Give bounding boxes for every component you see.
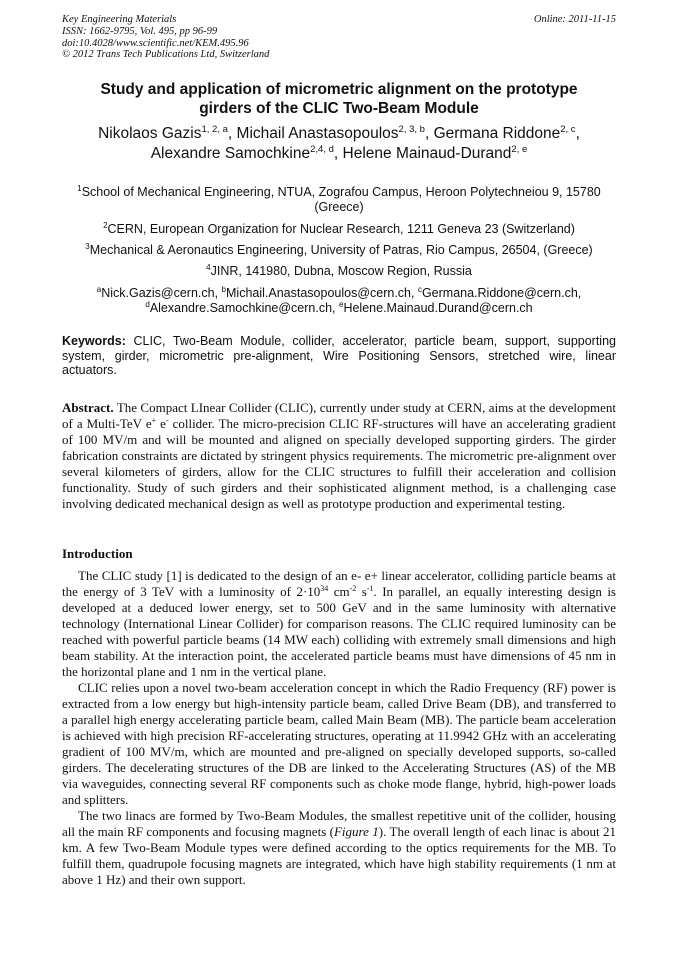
abstract-text: collider. The micro-precision CLIC RF-structures will have an accelerating gradient of 100 MV/m and will be mounted and aligned on specially developed supporting girders. The girder fabrication constraints are dictated by stringent physics requirements. The micrometric pre-alignment over several kilometers of girders, allow for the CLIC structures to fulfill their acceleration and collision functionality. Study of such girders and their sophisticated alignment method, is a challenging case involving dedicated mechanical design as well as prototype production and experimental testing. [62, 416, 616, 511]
author-marks: 1, 2, a [201, 124, 228, 135]
affiliation [62, 243, 616, 258]
abstract-label: Abstract. [62, 400, 114, 415]
affiliation-text: Mechanical & Aeronautics Engineering, University of Patras, Rio Campus, 26504, (Greece) [89, 243, 593, 257]
author-list: Nikolaos Gazis$^{1, 2, a}$, Michail Anastasopoulos$^{2, 3, b}$, Germana Riddone$^{2, c}$, Alexandre Samochkine$^{2,4, d}$, Helene Mainaud-Durand$^{2, e}$ [98, 124, 580, 162]
email-address: Nick.Gazis@cern.ch, [101, 286, 222, 300]
paragraph [62, 568, 616, 680]
journal-name: Key Engineering Materials [62, 14, 177, 25]
paragraph-text: ). The overall length of each linac is about 21 km. A few Two-Beam Module types were defined according to the optics requirements for the MB. To fulfill them, quadrupole focusing magnets are integrated, which have high stability requirements (1 nm at above 1 Hz) and their own support. [62, 824, 616, 887]
affiliation [62, 185, 616, 215]
author-name: Nikolaos Gazis [98, 125, 202, 142]
paragraph-text: s [356, 584, 367, 599]
author-name: Michail Anastasopoulos [236, 125, 399, 142]
section-heading: Introduction [62, 546, 133, 561]
superscript: 34 [320, 584, 329, 593]
abstract-text: The Compact LInear Collider (CLIC), currently under study at CERN, aims at the development of a Multi-TeV e [62, 400, 616, 431]
paragraph-text: The two linacs are formed by Two-Beam Modules, the smallest repetitive unit of the collider, housing all the main RF components and focusing magnets ( [62, 808, 616, 839]
affiliation-mark: 2 [103, 221, 108, 230]
paragraph-text: cm [328, 584, 350, 599]
email-mark: b [221, 285, 226, 294]
superscript: -2 [349, 584, 357, 593]
author-name: Germana Riddone [433, 125, 561, 142]
author-marks: 2,4, d [310, 144, 334, 155]
paper-title [62, 80, 616, 118]
affiliation [62, 264, 616, 279]
paragraph-text: The CLIC study [1] is dedicated to the design of an e- e+ linear accelerator, colliding particle beams at the energy of 3 TeV with a luminosity of 2·10 [62, 568, 616, 599]
affiliation [62, 222, 616, 237]
email-address: Alexandre.Samochkine@cern.ch, [149, 301, 339, 315]
doi-line: doi:10.4028/www.scientific.net/KEM.495.96 [62, 37, 249, 49]
email-mark: c [417, 285, 422, 294]
email-mark: d [145, 300, 150, 309]
email-address: Germana.Riddone@cern.ch, [421, 286, 582, 300]
superscript: - [165, 416, 169, 425]
abstract-text: e [156, 416, 166, 431]
email-mark: a [96, 285, 102, 294]
email-address: Helene.Mainaud.Durand@cern.ch [343, 301, 533, 315]
email-list [62, 286, 616, 316]
affiliation-mark: 1 [77, 184, 82, 193]
copyright-line: © 2012 Trans Tech Publications Ltd, Switzerland [62, 49, 270, 61]
abstract-block [62, 400, 616, 512]
affiliation-text: School of Mechanical Engineering, NTUA, Zografou Campus, Heroon Polytechneiou 9, 15780 (Greece) [81, 185, 601, 214]
author-marks: 2, c [560, 124, 576, 135]
author-marks: 2, e [511, 144, 528, 155]
paragraph: CLIC relies upon a novel two-beam acceleration concept in which the Radio Frequency (RF) power is extracted from a low energy but high-intensity particle beam, called Drive Beam (DB), and transferred to a parallel high energy accelerating particle beam, called Main Beam (MB). The particle beam acceleration is achieved with high precision RF-accelerating structures, operating at 11.9942 GHz with an accelerating gradient of 100 MV/m, which are mounted and pre-aligned on specially developed supports, so-called girders. The decelerating structures of the DB are linked to the Accelerating Structures (AS) of the MB via waveguides, connecting several RF components such as choke mode flange, hybrid, high-power loads and splitters. [62, 680, 616, 807]
figure-reference: Figure 1 [333, 824, 379, 839]
title-line-2: girders of the CLIC Two-Beam Module [199, 100, 479, 117]
affiliation-text: JINR, 141980, Dubna, Moscow Region, Russia [210, 264, 472, 278]
email-mark: e [339, 300, 344, 309]
affiliation-text: CERN, European Organization for Nuclear Research, 1211 Geneva 23 (Switzerland) [107, 222, 575, 236]
keywords-block [62, 334, 616, 378]
author-marks: 2, 3, b [398, 124, 425, 135]
online-date: Online: 2011-11-15 [533, 14, 616, 25]
paragraph-text: . In parallel, an equally interesting design is developed at a deduced lower energy, set to 500 GeV and in the same luminosity with alternative technology (International Linear Collider) for comparison reasons. The CLIC required luminosity can be reached with powerful particle beams (14 MW each) colliding with extremely small dimensions and high beam stability. At the interaction point, the accelerated particle beams must have dimensions of 45 nm in the horizontal plane and 1 nm in the vertical plane. [62, 584, 616, 679]
author-name: Helene Mainaud-Durand [342, 145, 512, 162]
title-line-1: Study and application of micrometric alignment on the prototype [100, 81, 578, 98]
keywords-label: Keywords: [62, 334, 126, 348]
author-name: Alexandre Samochkine [150, 145, 311, 162]
superscript: + [151, 416, 157, 425]
affiliation-mark: 3 [85, 242, 90, 251]
email-address: Michail.Anastasopoulos@cern.ch, [226, 286, 418, 300]
paragraph [62, 808, 616, 888]
superscript: -1 [366, 584, 374, 593]
issn-line: ISSN: 1662-9795, Vol. 495, pp 96-99 [62, 25, 218, 37]
journal-header [62, 14, 616, 61]
affiliation-mark: 4 [206, 263, 211, 272]
keywords-text: CLIC, Two-Beam Module, collider, accelerator, particle beam, support, supporting system, girder, micrometric pre-alignment, Wire Positioning Sensors, stretched wire, linear actuators. [62, 334, 616, 377]
